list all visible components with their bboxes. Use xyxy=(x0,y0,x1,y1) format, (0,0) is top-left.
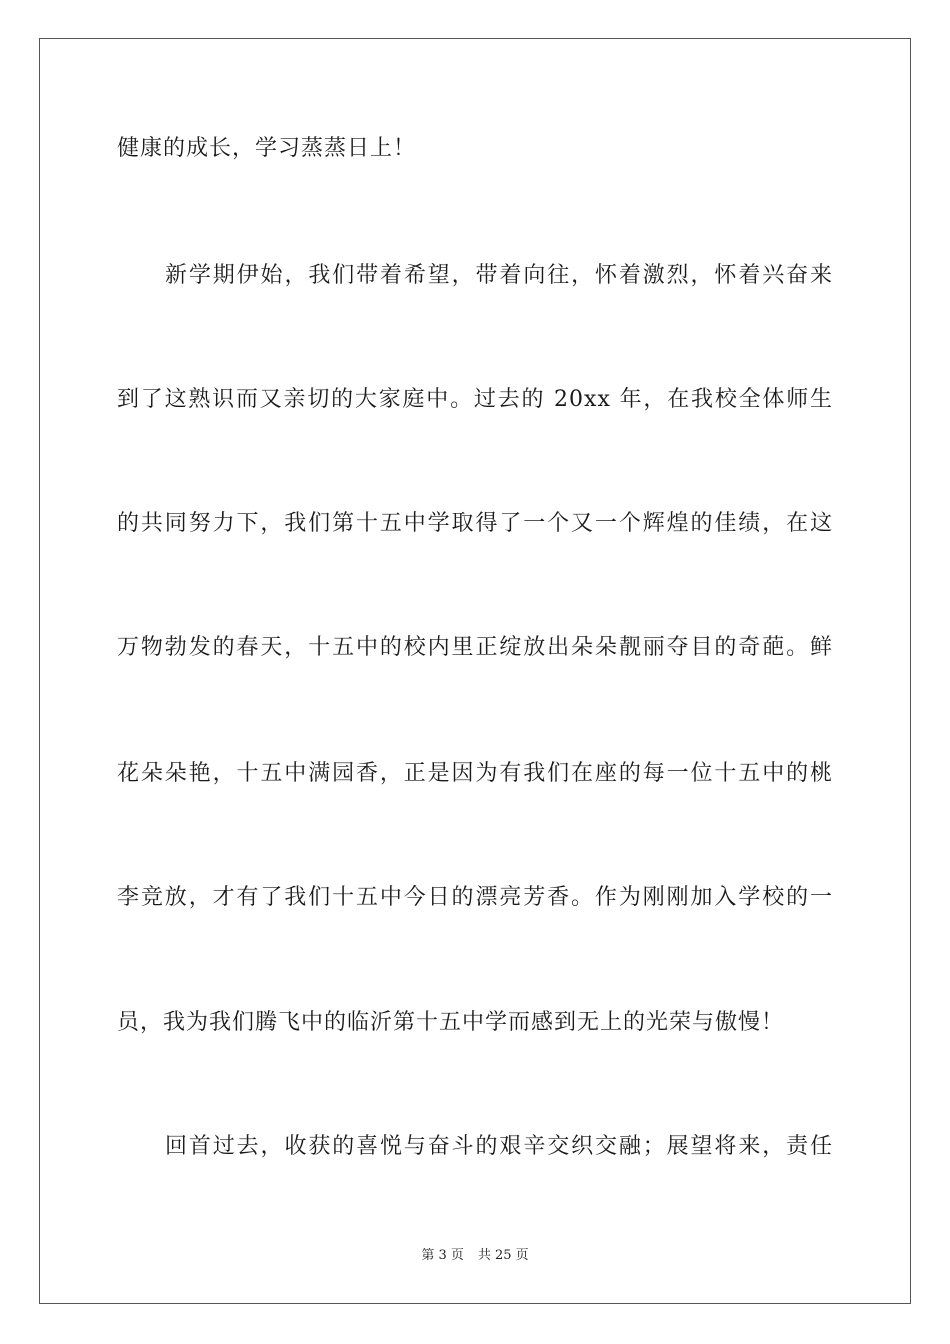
text-line-1: 健康的成长，学习蒸蒸日上！ xyxy=(117,136,417,161)
page-total: 共 25 页 xyxy=(477,1248,529,1263)
text-line-7: 李竞放，才有了我们十五中今日的漂亮芳香。作为刚刚加入学校的一 xyxy=(117,885,833,910)
text-line-3: 到了这熟识而又亲切的大家庭中。过去的 20xx 年，在我校全体师生 xyxy=(117,387,833,412)
text-line-2: 新学期伊始，我们带着希望，带着向往，怀着激烈，怀着兴奋来 xyxy=(165,263,833,288)
text-line-4: 的共同努力下，我们第十五中学取得了一个又一个辉煌的佳绩，在这 xyxy=(117,511,833,536)
text-line-5: 万物勃发的春天，十五中的校内里正绽放出朵朵靓丽夺目的奇葩。鲜 xyxy=(117,635,833,660)
text-line-8: 员，我为我们腾飞中的临沂第十五中学而感到无上的光荣与傲慢！ xyxy=(117,1010,785,1035)
text-line-9: 回首过去，收获的喜悦与奋斗的艰辛交织交融；展望将来，责任 xyxy=(165,1134,833,1159)
page-footer xyxy=(0,1247,950,1265)
page-number: 第 3 页 xyxy=(421,1248,464,1263)
page-border xyxy=(39,38,911,1304)
text-line-6: 花朵朵艳，十五中满园香，正是因为有我们在座的每一位十五中的桃 xyxy=(117,761,833,786)
